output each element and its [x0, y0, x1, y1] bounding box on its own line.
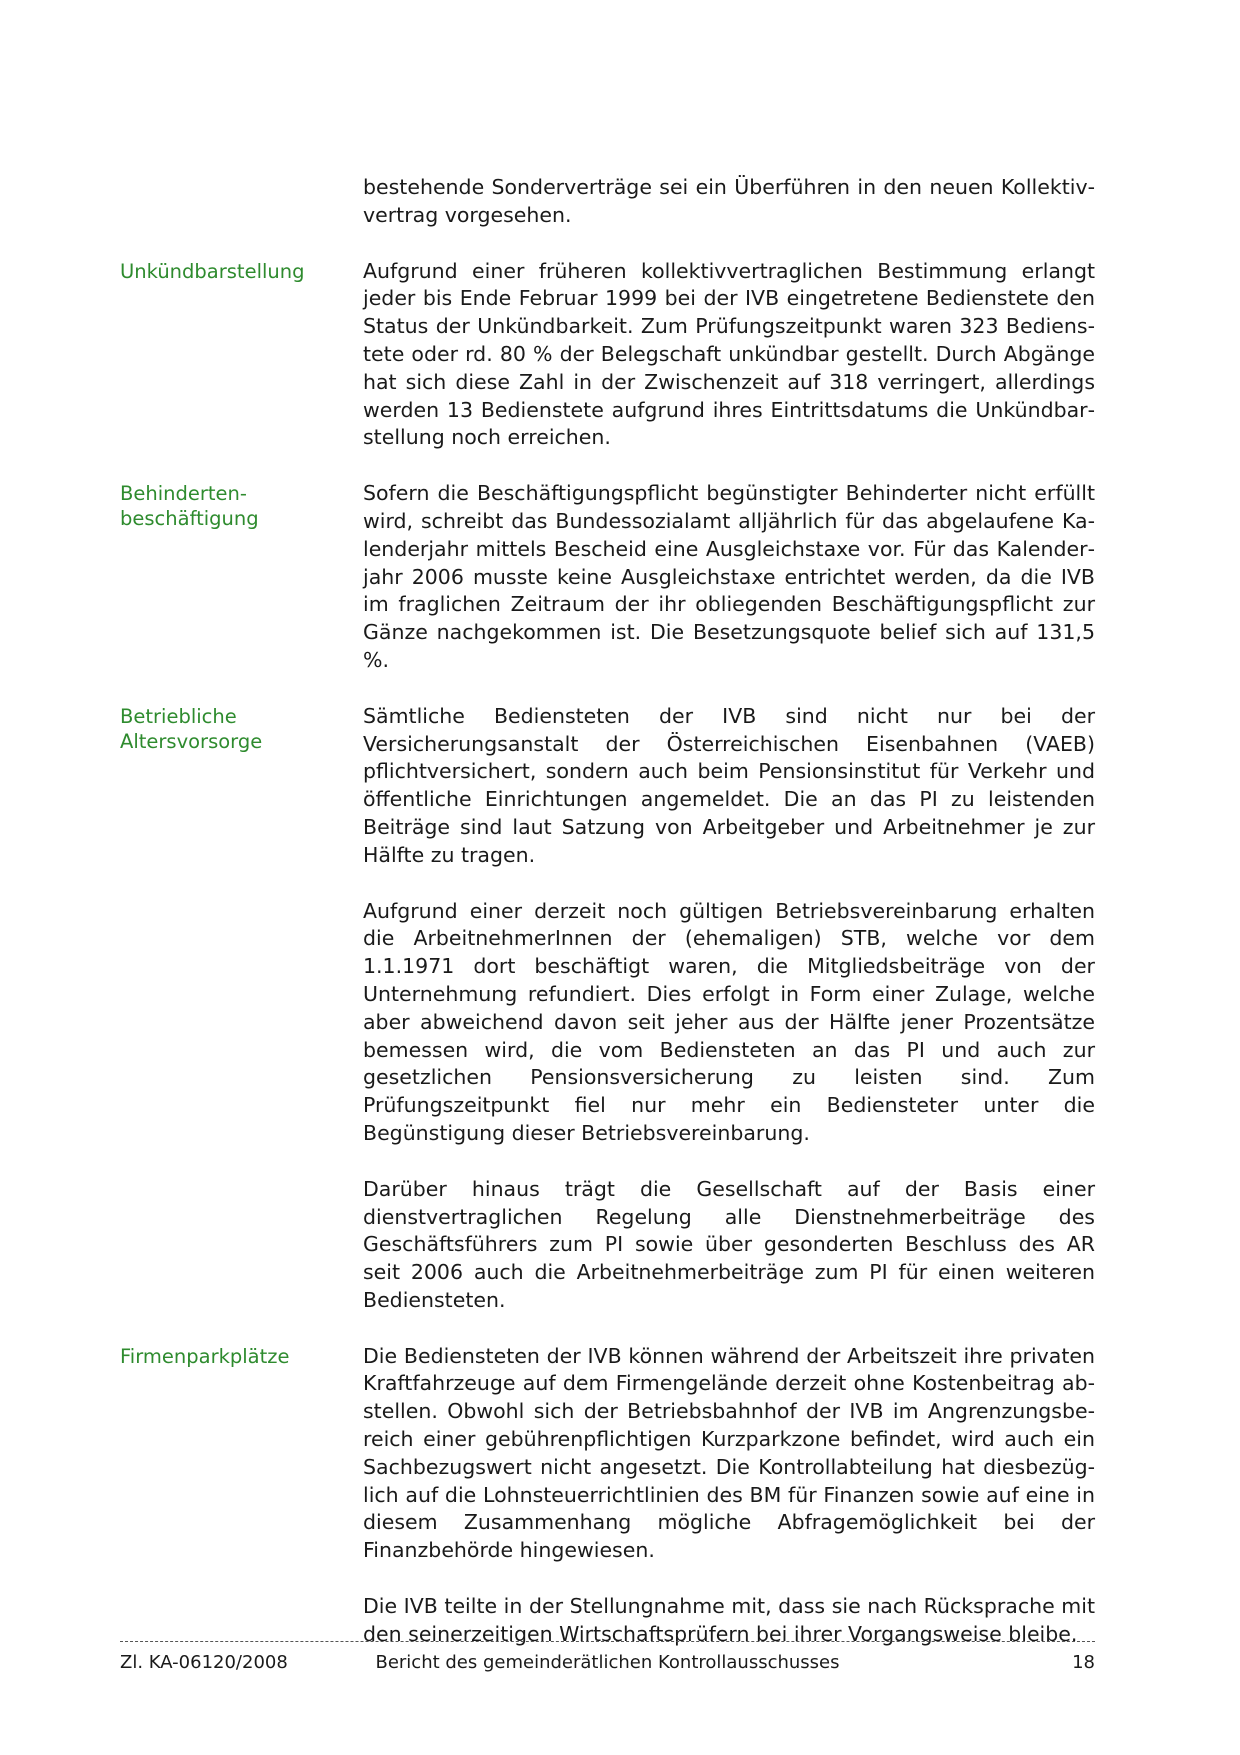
- margin-note-line: Firmenparkplätze: [120, 1344, 290, 1368]
- margin-note: [120, 703, 363, 870]
- section-intro-continuation: [120, 174, 1095, 230]
- file-reference: Zl. KA-06120/2008: [120, 1652, 288, 1673]
- report-title: Bericht des gemeinderätlichen Kontrollausschusses: [375, 1652, 840, 1673]
- section-altersvorsorge: [120, 703, 1095, 870]
- paragraph: Sämtliche Bediensteten der IVB sind nicht nur bei der Versicherungsanstalt der Österreichischen Eisenbahnen (VAEB) pflichtversichert, sondern auch beim Pensionsinstitut für Verkehr und öffentliche Einrichtungen angemeldet. Die an das PI zu leistenden Beiträge sind laut Satzung von Arbeitgeber und Arbeitnehmer je zur Hälfte zu tragen.: [363, 703, 1095, 867]
- margin-note-line: beschäftigung: [120, 507, 259, 531]
- footer-divider: [120, 1641, 1095, 1642]
- margin-note-line: Behinderten-: [120, 482, 247, 506]
- margin-note: [120, 1176, 363, 1315]
- margin-note-line: Unkündbarstellung: [120, 259, 305, 283]
- paragraph: Die Bediensteten der IVB können während der Arbeitszeit ihre privaten Kraftfahrzeuge auf dem Firmengelände derzeit ohne Kostenbeitrag abstellen. Obwohl sich der Betriebsbahnhof der IVB im Angrenzungsbereich einer gebührenpflichtigen Kurzparkzone befindet, wird auch ein Sachbezugswert nicht angesetzt. Die Kontrollabteilung hat diesbezüglich auf die Lohnsteuerrichtlinien des BM für Finanzen sowie auf eine in diesem Zusammenhang mögliche Abfragemöglichkeit bei der Finanzbehörde hingewiesen.: [363, 1343, 1095, 1563]
- margin-note: [120, 258, 363, 453]
- section-unkuendbarstellung: [120, 258, 1095, 453]
- paragraph: Die IVB teilte in der Stellungnahme mit, dass sie nach Rücksprache mit den seinerzeitigen Wirtschaftsprüfern bei ihrer Vorgangsweise bleibe.: [363, 1594, 1095, 1646]
- page-footer: [120, 1652, 1095, 1673]
- margin-note: [120, 480, 363, 675]
- paragraph: bestehende Sonderverträge sei ein Überführen in den neuen Kollektivvertrag vorgesehen.: [363, 175, 1095, 227]
- section-altersvorsorge-cont-1: [120, 898, 1095, 1148]
- margin-note-line: Betriebliche: [120, 704, 237, 728]
- section-firmenparkplaetze: [120, 1343, 1095, 1565]
- section-behindertenbeschaeftigung: [120, 480, 1095, 675]
- section-altersvorsorge-cont-2: [120, 1176, 1095, 1315]
- margin-note: [120, 898, 363, 1148]
- paragraph: Aufgrund einer derzeit noch gültigen Betriebsvereinbarung erhalten die ArbeitnehmerInnen der (ehemaligen) STB, welche vor dem 1.1.1971 dort beschäftigt waren, die Mitgliedsbeiträge von der Unternehmung refundiert. Dies erfolgt in Form einer Zulage, welche aber abweichend davon seit jeher aus der Hälfte jener Prozentsätze bemessen wird, die vom Bediensteten an das PI und auch zur gesetzlichen Pensionsversicherung zu leisten sind. Zum Prüfungszeitpunkt fiel nur mehr ein Bediensteter unter die Begünstigung dieser Betriebsvereinbarung.: [363, 898, 1095, 1145]
- paragraph: Aufgrund einer früheren kollektivvertraglichen Bestimmung erlangt jeder bis Ende Februar 1999 bei der IVB eingetretene Bedienstete den Status der Unkündbarkeit. Zum Prüfungszeitpunkt waren 323 Bedienstete oder rd. 80 % der Belegschaft unkündbar gestellt. Durch Abgänge hat sich diese Zahl in der Zwischenzeit auf 318 verringert, allerdings werden 13 Bedienstete aufgrund ihres Eintrittsdatums die Unkündbarstellung noch erreichen.: [363, 258, 1095, 450]
- margin-note: [120, 1343, 363, 1565]
- page-number: 18: [1072, 1652, 1095, 1673]
- paragraph: Darüber hinaus trägt die Gesellschaft auf der Basis einer dienstvertraglichen Regelung alle Dienstnehmerbeiträge des Geschäftsführers zum PI sowie über gesonderten Beschluss des AR seit 2006 auch die Arbeitnehmerbeiträge zum PI für einen weiteren Bediensteten.: [363, 1176, 1095, 1312]
- margin-note: [120, 174, 363, 230]
- margin-note-line: Altersvorsorge: [120, 729, 263, 753]
- report-content: [120, 174, 1095, 1677]
- paragraph: Sofern die Beschäftigungspflicht begünstigter Behinderter nicht erfüllt wird, schreibt das Bundessozialamt alljährlich für das abgelaufene Kalenderjahr mittels Bescheid eine Ausgleichstaxe vor. Für das Kalenderjahr 2006 musste keine Ausgleichstaxe entrichtet werden, da die IVB im fraglichen Zeitraum der ihr obliegenden Beschäftigungspflicht zur Gänze nachgekommen ist. Die Besetzungsquote belief sich auf 131,5 %.: [363, 481, 1095, 672]
